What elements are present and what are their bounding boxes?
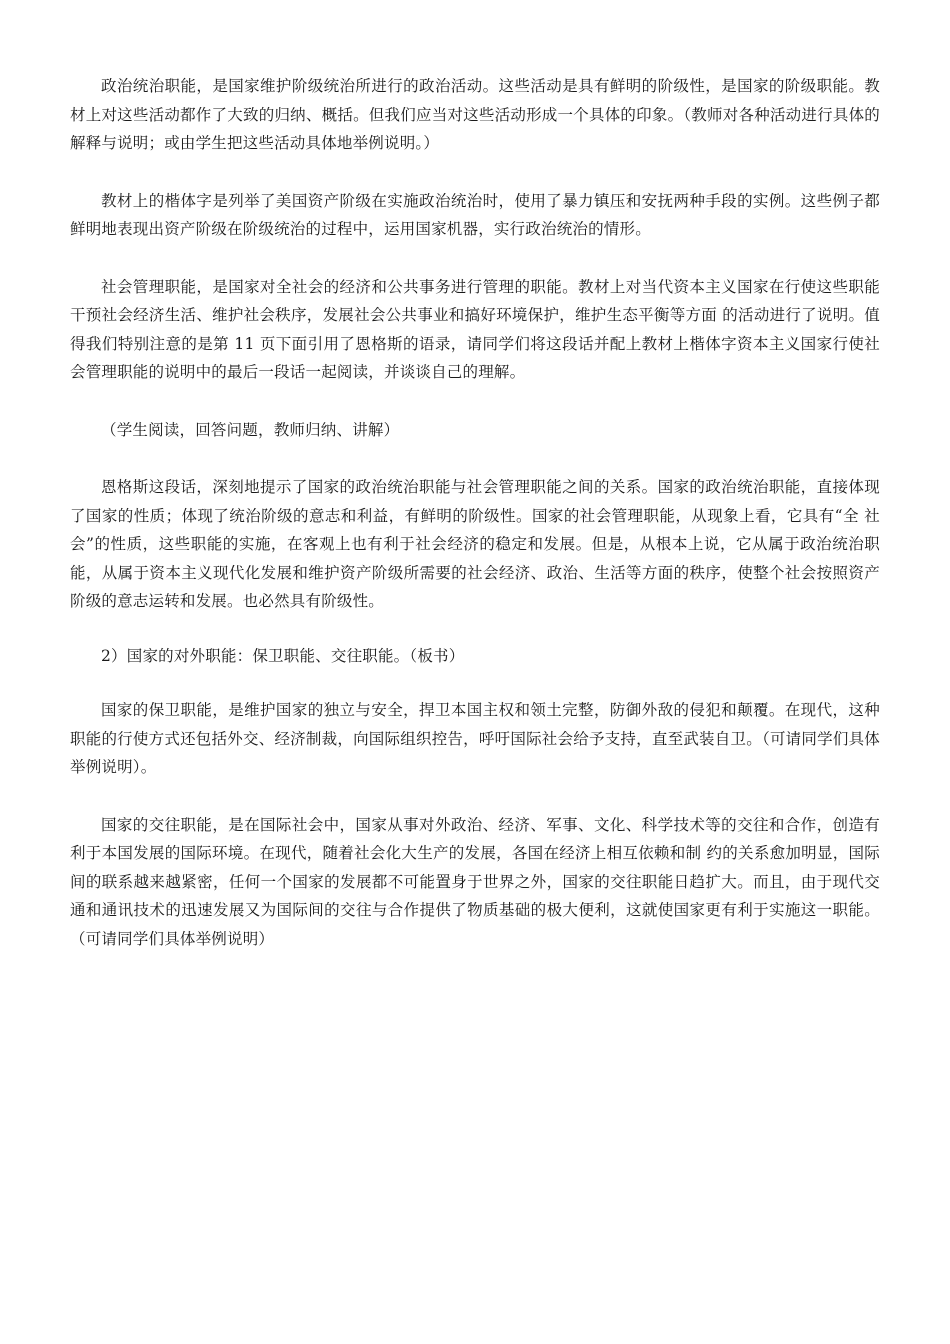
paragraph-student-activity: （学生阅读，回答问题，教师归纳、讲解） [101,420,400,439]
paragraph-political-function: 政治统治职能，是国家维护阶级统治所进行的政治活动。这些活动是具有鲜明的阶级性，是国家的阶级职能。教材上对这些活动都作了大致的归纳、概括。但我们应当对这些活动形成一个具体的印象。（教师对各种活动进行具体的解释与说明；或由学生把这些活动具体地举例说明。） [70,77,880,152]
paragraph-social-management: 社会管理职能，是国家对全社会的经济和公共事务进行管理的职能。教材上对当代资本主义国家在行使这些职能干预社会经济生活、维护社会秩序，发展社会公共事业和搞好环境保护，维护生态平衡等方面 的活动进行了说明。值得我们特别注意的是第 11 页下面引用了恩格斯的语录，请同学们将这段话并配上教材上楷体字资本主义国家行使社会管理职能的说明中的最后一段话一起阅读，并谈谈自己的理解。 [70,277,880,381]
paragraph-textbook-examples: 教材上的楷体字是列举了美国资产阶级在实施政治统治时，使用了暴力镇压和安抚两种手段的实例。这些例子都鲜明地表现出资产阶级在阶级统治的过程中，运用国家机器，实行政治统治的情形。 [70,191,880,238]
document-body [70,72,880,953]
paragraph-exchange-function: 国家的交往职能，是在国际社会中，国家从事对外政治、经济、军事、文化、科学技术等的交往和合作，创造有利于本国发展的国际环境。在现代，随着社会化大生产的发展，各国在经济上相互依赖和制 约的关系愈加明显，国际间的联系越来越紧密，任何一个国家的发展都不可能置身于世界之外，国家的交往职能日趋扩大。而且，由于现代交通和通讯技术的迅速发展又为国际间的交往与合作提供了物质基础的极大便利，这就使国家更有利于实施这一职能。（可请同学们具体举例说明） [70,815,880,948]
paragraph-external-functions-heading: 2）国家的对外职能：保卫职能、交往职能。（板书） [101,646,465,665]
paragraph-defense-function: 国家的保卫职能，是维护国家的独立与安全，捍卫本国主权和领土完整，防御外敌的侵犯和颠覆。在现代，这种职能的行使方式还包括外交、经济制裁，向国际组织控告，呼吁国际社会给予支持，直至武装自卫。（可请同学们具体举例说明）。 [70,701,880,776]
paragraph-engels-relation: 恩格斯这段话，深刻地提示了国家的政治统治职能与社会管理职能之间的关系。国家的政治统治职能，直接体现了国家的性质；体现了统治阶级的意志和利益，有鲜明的阶级性。国家的社会管理职能，从现象上看，它具有“全 社会”的性质，这些职能的实施，在客观上也有利于社会经济的稳定和发展。但是，从根本上说，它从属于政治统治职能，从属于资本主义现代化发展和维护资产阶级所需要的社会经济、政治、生活等方面的秩序，使整个社会按照资产阶级的意志运转和发展。也必然具有阶级性。 [70,478,880,610]
